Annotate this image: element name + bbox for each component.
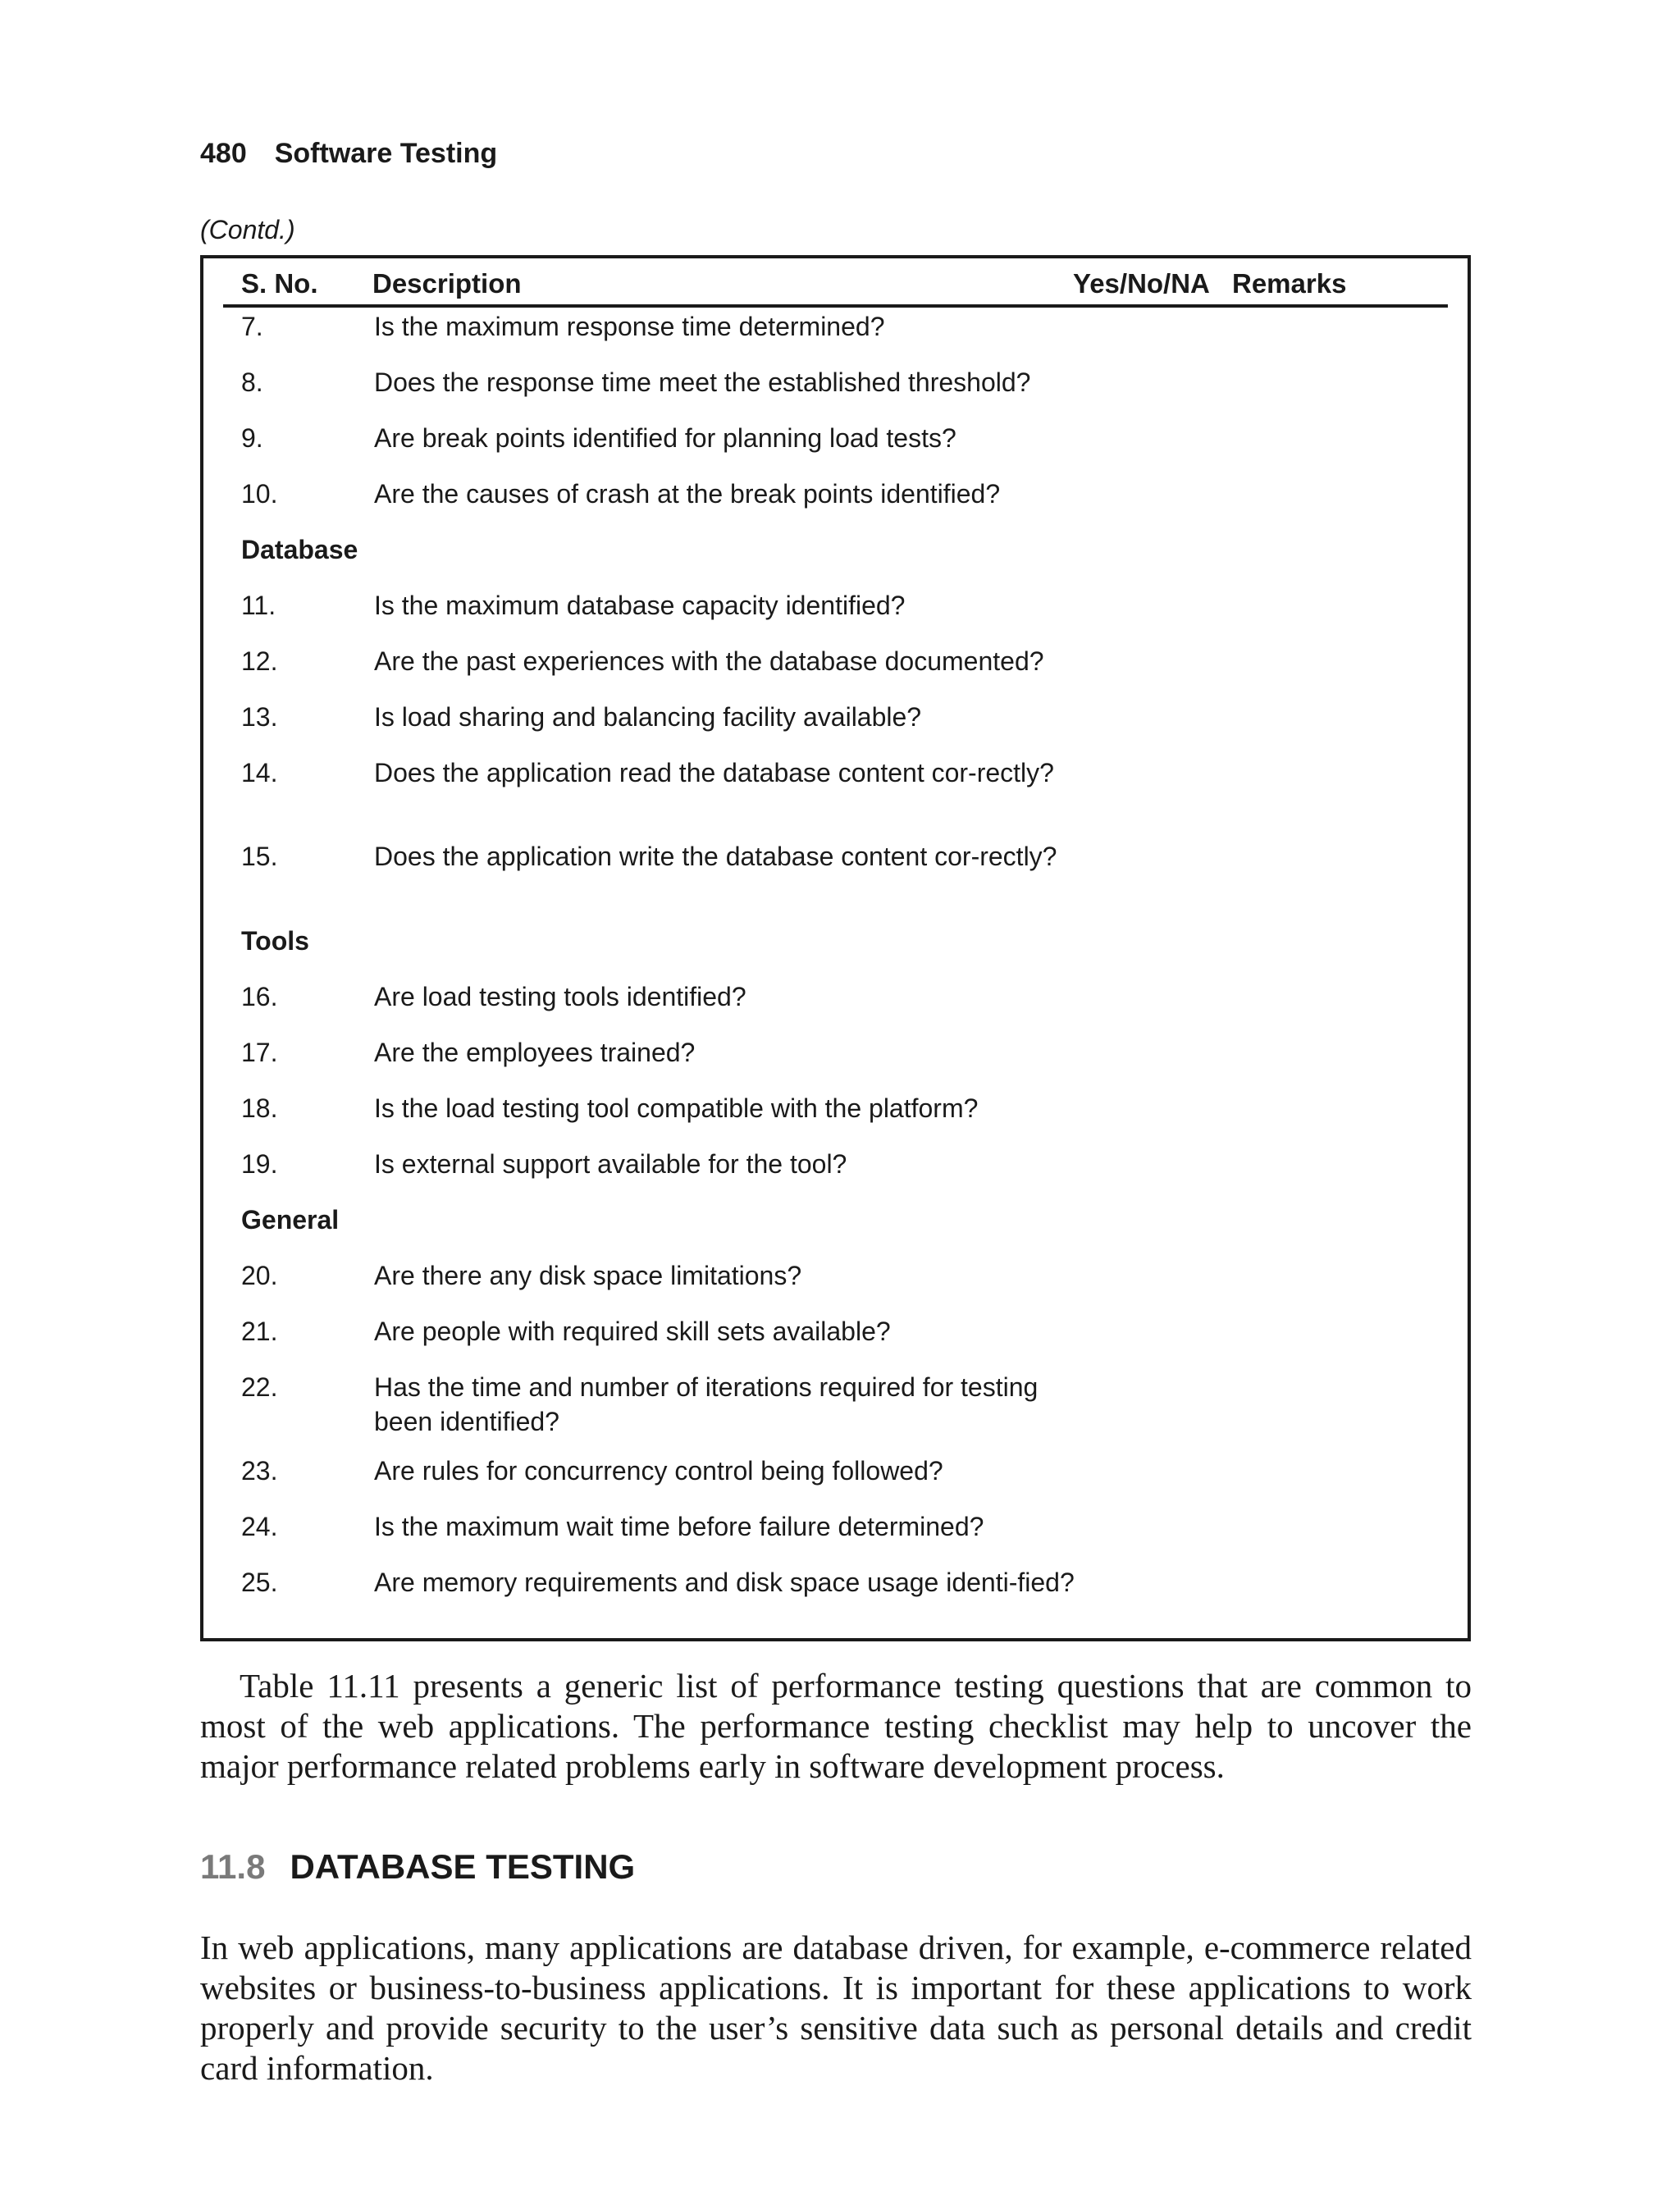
row-description: Are people with required skill sets available? [374, 1317, 891, 1346]
checklist-table [200, 255, 1471, 1641]
row-number: 11. [241, 591, 276, 620]
column-header-sno: S. No. [241, 268, 318, 299]
column-header-description: Description [372, 268, 522, 299]
row-number: 23. [241, 1456, 278, 1486]
row-description: Are break points identified for planning load tests? [374, 423, 956, 453]
section-label: Tools [241, 926, 309, 956]
row-description: Are the past experiences with the database documented? [374, 646, 1044, 676]
row-number: 25. [241, 1568, 278, 1597]
row-description: Does the response time meet the established threshold? [374, 367, 1031, 397]
row-description: Are load testing tools identified? [374, 982, 746, 1011]
row-number: 22. [241, 1372, 278, 1402]
section-number: 11.8 [200, 1847, 266, 1886]
row-number: 10. [241, 479, 278, 509]
column-header-yes-no-na: Yes/No/NA [1073, 268, 1210, 299]
section-title: DATABASE TESTING [290, 1847, 636, 1886]
row-number: 7. [241, 312, 263, 341]
row-number: 18. [241, 1093, 278, 1123]
row-description: Has the time and number of iterations required for testing been identified? [374, 1372, 1039, 1436]
row-description: Is external support available for the tool? [374, 1149, 847, 1179]
row-description: Does the application write the database content cor-rectly? [374, 842, 1057, 871]
row-description: Is the maximum response time determined? [374, 312, 885, 341]
page-number: 480 [200, 138, 247, 169]
row-number: 15. [241, 842, 278, 871]
row-number: 14. [241, 758, 278, 787]
section-label: Database [241, 535, 358, 564]
row-description: Are the causes of crash at the break points identified? [374, 479, 1001, 509]
row-description: Is the load testing tool compatible with the platform? [374, 1093, 979, 1123]
row-number: 13. [241, 702, 278, 732]
row-description: Is the maximum wait time before failure determined? [374, 1512, 984, 1541]
column-header-remarks: Remarks [1232, 268, 1347, 299]
row-description: Are rules for concurrency control being followed? [374, 1456, 943, 1486]
section-label: General [241, 1205, 340, 1235]
row-number: 24. [241, 1512, 278, 1541]
row-description: Are the employees trained? [374, 1038, 696, 1067]
row-number: 9. [241, 423, 263, 453]
row-number: 21. [241, 1317, 278, 1346]
contd-label: (Contd.) [200, 215, 295, 244]
row-number: 19. [241, 1149, 278, 1179]
row-number: 17. [241, 1038, 278, 1067]
running-header [200, 138, 497, 170]
body-paragraph: In web applications, many applications are database driven, for example, e-commerce related websites or business-to-business applications. It is important for these applications to work properly and provide security to the user’s sensitive data such as personal details and credit card information. [200, 1928, 1472, 2087]
row-description: Is load sharing and balancing facility available? [374, 702, 922, 732]
body-paragraph: Table 11.11 presents a generic list of performance testing questions that are common to most of the web applications. The performance testing checklist may help to uncover the major performance related problems early in software development process. [200, 1667, 1472, 1785]
table-body [203, 258, 1468, 1638]
row-number: 16. [241, 982, 278, 1011]
row-description: Are there any disk space limitations? [374, 1261, 802, 1290]
section-heading [200, 1847, 635, 1887]
row-number: 8. [241, 367, 263, 397]
row-number: 12. [241, 646, 278, 676]
row-description: Does the application read the database content cor-rectly? [374, 758, 1054, 787]
book-title: Software Testing [274, 138, 498, 169]
row-description: Are memory requirements and disk space usage identi-fied? [374, 1568, 1075, 1597]
row-description: Is the maximum database capacity identified? [374, 591, 906, 620]
row-number: 20. [241, 1261, 278, 1290]
